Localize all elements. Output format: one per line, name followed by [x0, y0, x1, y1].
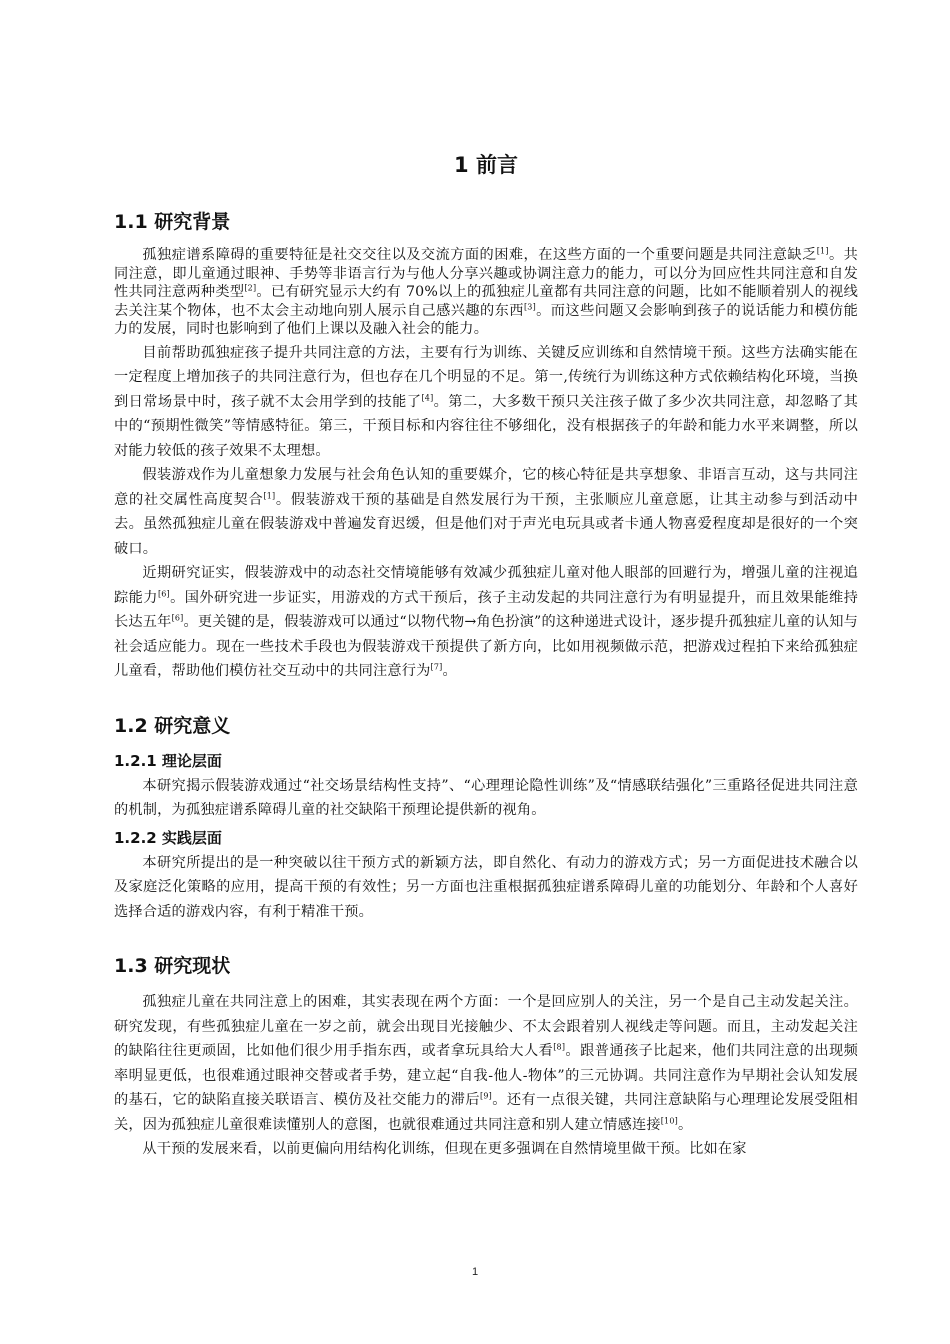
paragraph-1-3-1: [114, 990, 858, 1137]
citation: [1]: [816, 246, 829, 256]
paragraph-1-2-2: 本研究所提出的是一种突破以往干预方式的新颖方法，即自然化、有动力的游戏方式；另一方面促进技术融合以及家庭泛化策略的应用，提高干预的有效性；另一方面也注重根据孤独症谱系障碍儿童的功能划分、年龄和个人喜好选择合适的游戏内容，有利于精准干预。: [114, 854, 858, 920]
page-content: [114, 148, 858, 1162]
text-run: 。国外研究进一步证实，用游戏的方式干预后，孩子主动发起的共同注意行为有明显提升，而且效果能维持长达五年: [114, 589, 859, 631]
citation: [1]: [263, 491, 276, 501]
subsection-heading-1-2-2: 1.2.2 实践层面: [114, 828, 222, 847]
citation: [8]: [553, 1042, 566, 1052]
text-run: 。而这些问题又会影响到孩子的说话能力和模仿能力的发展，同时也影响到了他们上课以及融入社会的能力。: [114, 302, 858, 338]
text-run: 。假装游戏干预的基础是自然发展行为干预，主张顺应儿童意愿，让其主动参与到活动中去。虽然孤独症儿童在假装游戏中普遍发育迟缓，但是他们对于声光电玩具或者卡通人物喜爱程度却是很好的一个突破口。: [114, 491, 858, 557]
citation: [10]: [660, 1116, 678, 1126]
paragraph-1-3-2: 从干预的发展来看，以前更偏向用结构化训练，但现在更多强调在自然情境里做干预。比如在家: [142, 1141, 747, 1158]
citation: [6]: [171, 613, 184, 623]
paragraph-1-1-2: [114, 341, 858, 464]
chapter-title: 1 前言: [454, 153, 518, 177]
text-run: 。第二，大多数干预只关注孩子做了多少次共同注意，却忽略了其中的“预期性微笑”等情感特征。第三，干预目标和内容往往不够细化，没有根据孩子的年龄和能力水平来调整，所以对能力较低的孩子效果不太理想。: [114, 393, 858, 459]
text-run: 目前帮助孤独症孩子提升共同注意的方法，主要有行为训练、关键反应训练和自然情境干预。这些方法确实能在一定程度上增加孩子的共同注意行为，但也存在几个明显的不足。第一,传统行为训练这种方式依赖结构化环境，当换到日常场景中时，孩子就不太会用学到的技能了: [114, 344, 858, 410]
text-run: 假装游戏作为儿童想象力发展与社会角色认知的重要媒介，它的核心特征是共享想象、非语言互动，这与共同注意的社交属性高度契合: [114, 467, 858, 508]
paragraph-1-1-3: [114, 463, 858, 561]
section-heading-1-3: 1.3 研究现状: [114, 955, 231, 978]
page-number: 1: [471, 1266, 479, 1278]
paragraph-1-2-1: 本研究揭示假装游戏通过“社交场景结构性支持”、“心理理论隐性训练”及“情感联结强化”三重路径促进共同注意的机制，为孤独症谱系障碍儿童的社交缺陷干预理论提供新的视角。: [114, 777, 858, 819]
subsection-heading-1-2-1: 1.2.1 理论层面: [114, 751, 222, 770]
citation: [4]: [421, 393, 434, 403]
text-run: 。共同注意，即儿童通过眼神、手势等非语言行为与他人分享兴趣或协调注意力的能力，可以分为回应性共同注意和自发性共同注意两种类型: [114, 247, 858, 301]
citation: [2]: [244, 283, 257, 293]
text-run: 。已有研究显示大约有 70%以上的孤独症儿童都有共同注意的问题，比如不能顺着别人的视线去关注某个物体，也不太会主动地向别人展示自己感兴趣的东西: [114, 284, 858, 319]
citation: [7]: [430, 662, 443, 672]
text-run: 。: [442, 663, 457, 680]
paragraph-1-1-4: [114, 561, 858, 684]
text-run: 孤独症谱系障碍的重要特征是社交交往以及交流方面的困难，在这些方面的一个重要问题是共同注意缺乏: [142, 247, 817, 263]
paragraph-1-1-1: [114, 246, 858, 339]
text-run: 。: [677, 1116, 693, 1133]
text-run: 近期研究证实，假装游戏中的动态社交情境能够有效减少孤独症儿童对他人眼部的回避行为，增强儿童的注视追踪能力: [114, 565, 858, 606]
section-heading-1-1: 1.1 研究背景: [114, 211, 231, 233]
citation: [3]: [523, 302, 536, 312]
citation: [9]: [480, 1091, 492, 1101]
text-run: 。更关键的是，假装游戏可以通过“以物代物→角色扮演”的这种递进式设计，逐步提升孤独症儿童的认知与社会适应能力。现在一些技术手段也为假装游戏干预提供了新方向，比如用视频做示范，把游戏过程拍下来给孤独症儿童看，帮助他们模仿社交互动中的共同注意行为: [114, 614, 858, 680]
text-run: 孤独症儿童在共同注意上的困难，其实表现在两个方面：一个是回应别人的关注，另一个是自己主动发起关注。研究发现，有些孤独症儿童在一岁之前，就会出现目光接触少、不太会跟着别人视线走等问题。而且，主动发起关注的缺陷往往更顽固，比如他们很少用手指东西，或者拿玩具给大人看: [114, 994, 858, 1060]
text-run: 。还有一点很关键，共同注意缺陷与心理理论发展受阻相关，因为孤独症儿童很难读懂别人的意图，也就很难通过共同注意和别人建立情感连接: [114, 1092, 858, 1133]
text-run: 。跟普通孩子比起来，他们共同注意的出现频率明显更低，也很难通过眼神交替或者手势，建立起“自我-他人-物体”的三元协调。共同注意作为早期社会认知发展的基石，它的缺陷直接关联语言、模仿及社交能力的滞后: [114, 1043, 858, 1109]
section-heading-1-2: 1.2 研究意义: [114, 714, 231, 737]
citation: [6]: [157, 589, 170, 599]
